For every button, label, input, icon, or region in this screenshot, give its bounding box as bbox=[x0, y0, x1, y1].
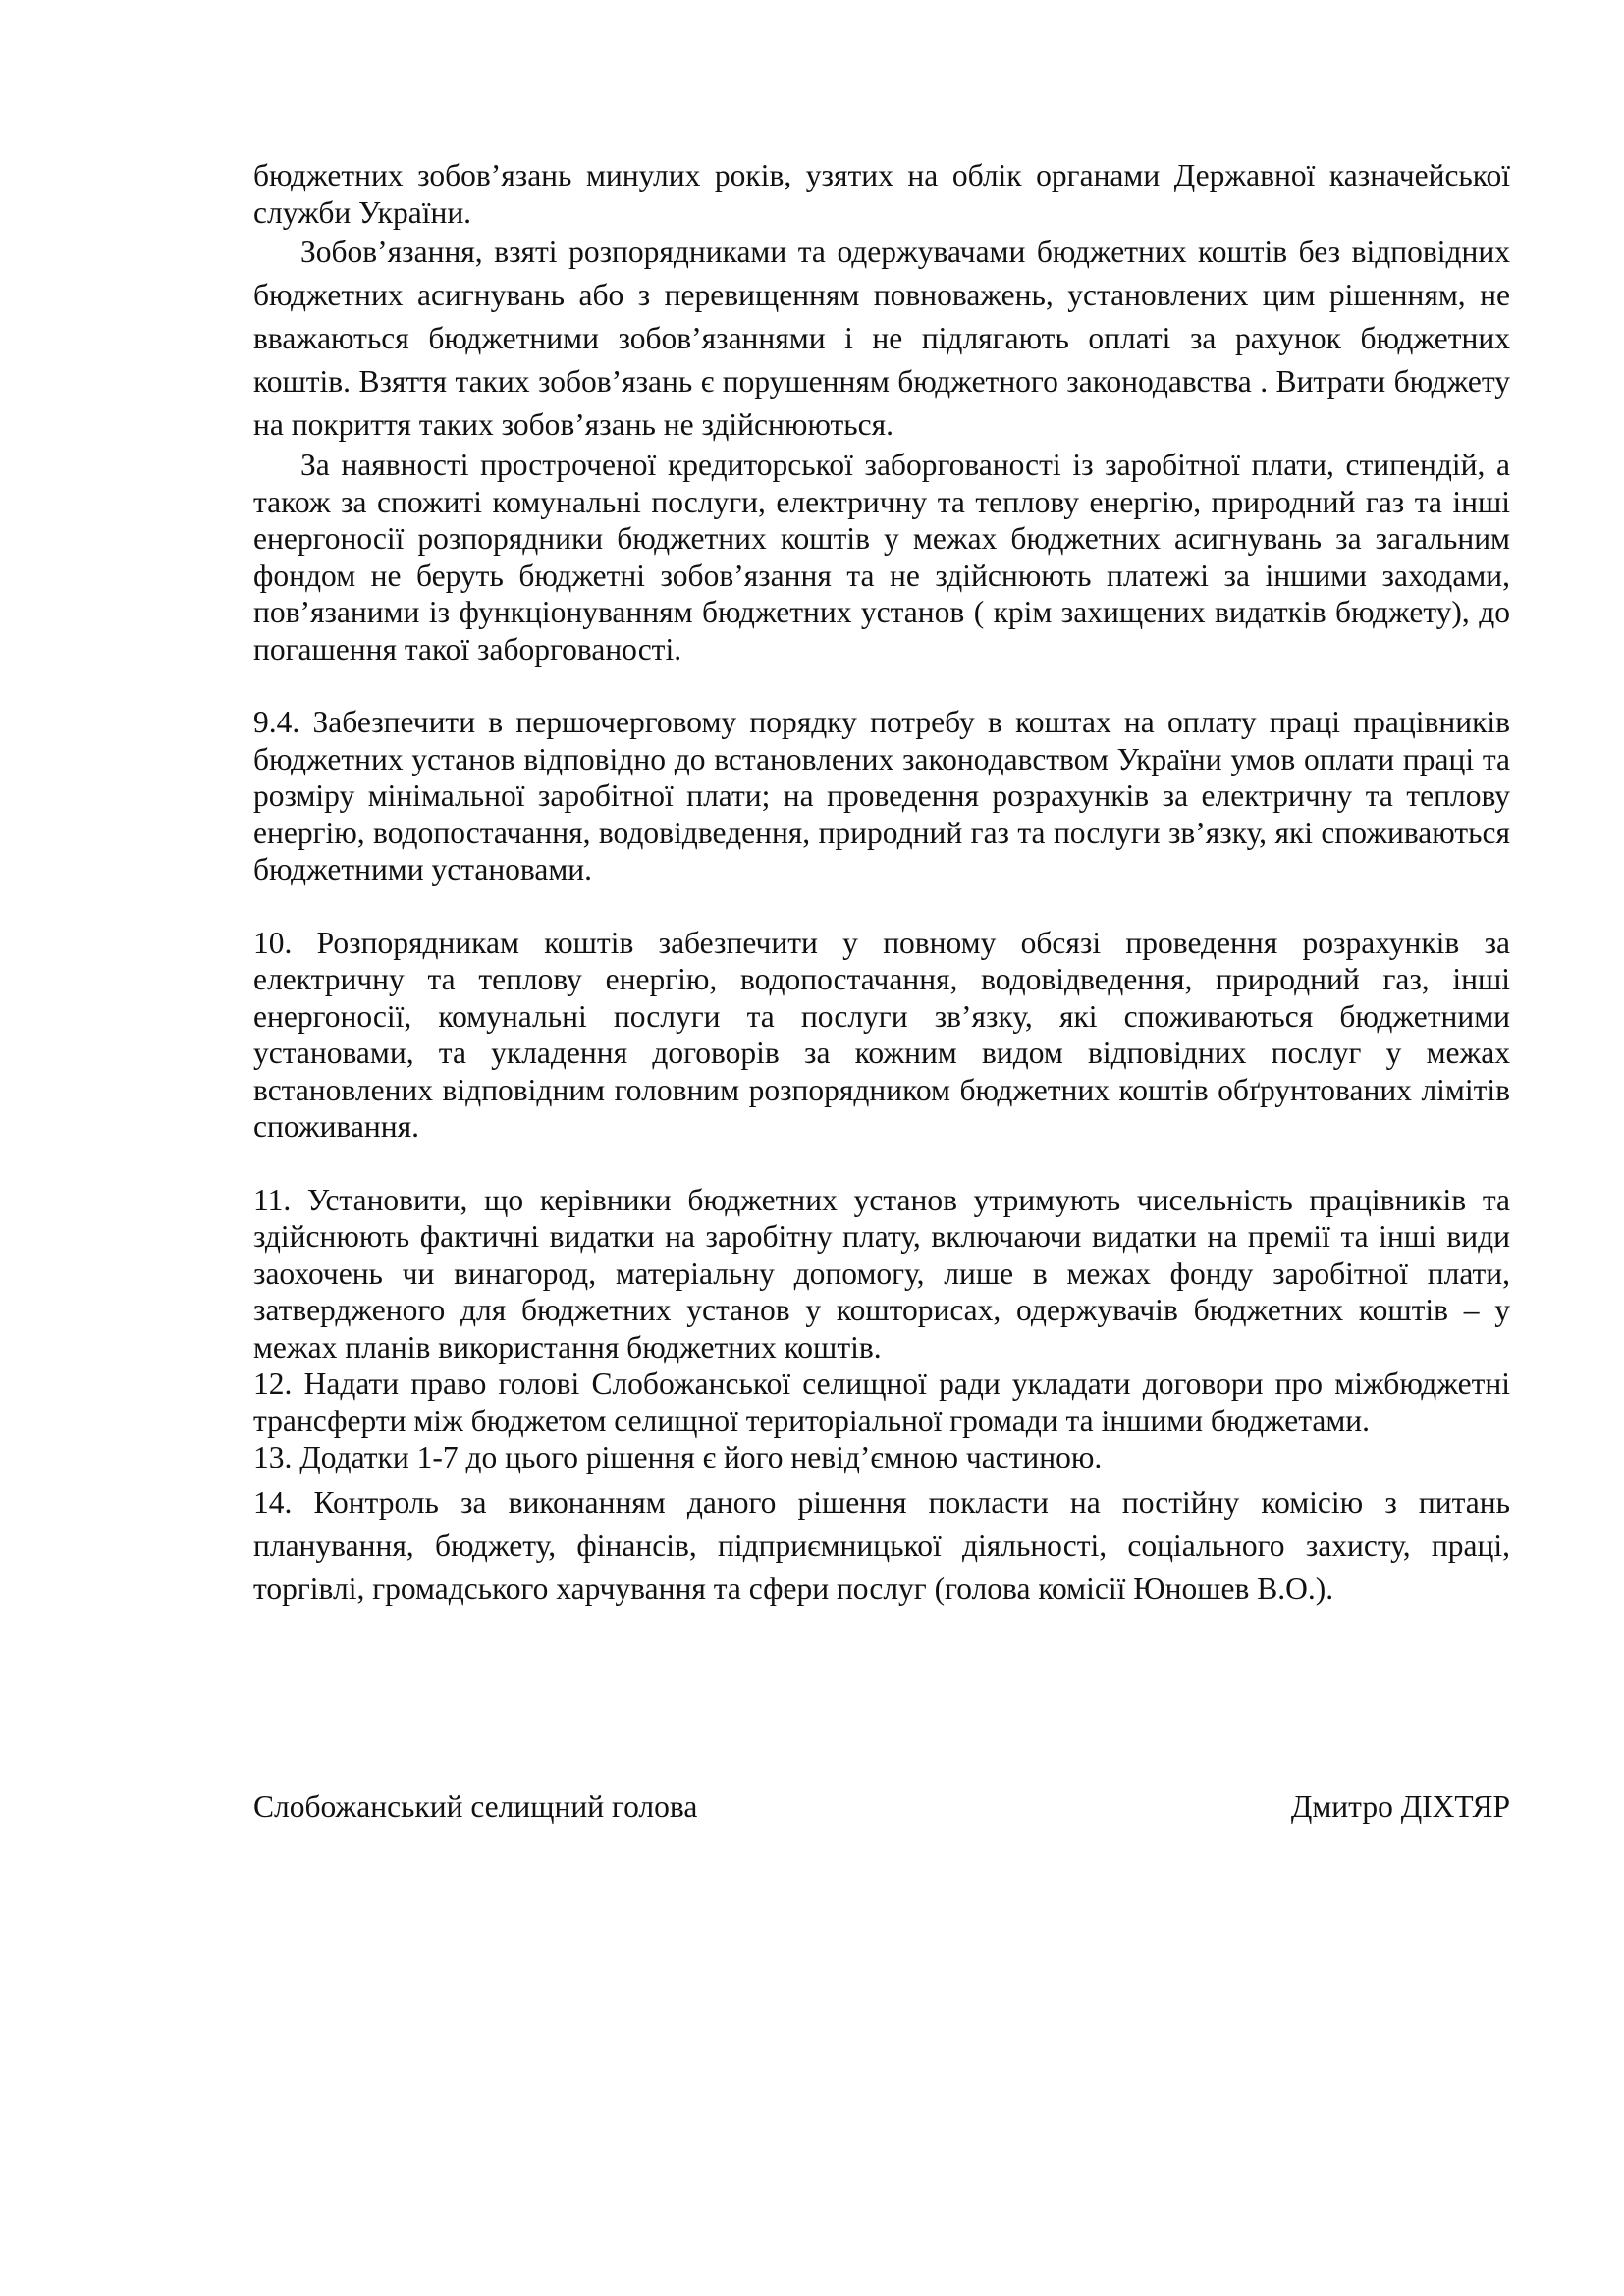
signatory-name: Дмитро ДІХТЯР bbox=[1290, 1789, 1510, 1824]
paragraph-item-10: 10. Розпорядникам коштів забезпечити у повному обсязі проведення розрахунків за електричну та теплову енергію, водопостачання, водовідведення, природний газ, інші енергоносії, комунальні послуги та послуги зв’язку, які споживаються бюджетними установами, та укладення договорів за кожним видом відповідних послуг у межах встановлених відповідним головним розпорядником бюджетних коштів обґрунтованих лімітів споживання. bbox=[253, 925, 1510, 1144]
paragraph-item-13: 13. Додатки 1-7 до цього рішення є його невід’ємною частиною. bbox=[253, 1440, 1103, 1474]
paragraph-item-12: 12. Надати право голові Слобожанської селищної ради укладати договори про міжбюджетні трансферти між бюджетом селищної територіальної громади та іншими бюджетами. bbox=[253, 1366, 1510, 1438]
paragraph-spacer bbox=[253, 888, 1510, 925]
paragraph-item-9-4: 9.4. Забезпечити в першочерговому порядку потребу в коштах на оплату праці працівників бюджетних установ відповідно до встановлених законодавством України умов оплати праці та розміру мінімальної заробітної плати; на проведення розрахунків за електричну та теплову енергію, водопостачання, водовідведення, природний газ та послуги зв’язку, які споживаються бюджетними установами. bbox=[253, 705, 1510, 886]
paragraph-spacer bbox=[253, 667, 1510, 704]
paragraph-spacer bbox=[253, 1146, 1510, 1182]
document-body bbox=[253, 157, 1510, 1611]
paragraph-obligations-without-allocations: Зобов’язання, взяті розпорядниками та одержувачами бюджетних коштів без відповідних бюджетних асигнувань або з перевищенням повноважень, установлених цим рішенням, не вважаються бюджетними зобов’язаннями і не підлягають оплаті за рахунок бюджетних коштів. Взяття таких зобов’язань є порушенням бюджетного законодавства . Витрати бюджету на покриття таких зобов’язань не здійснюються. bbox=[253, 235, 1510, 442]
paragraph-overdue-payables: За наявності простроченої кредиторської заборгованості із заробітної плати, стипендій, а також за спожиті комунальні послуги, електричну та теплову енергію, природний газ та інші енергоносії розпорядники бюджетних коштів у межах бюджетних асигнувань за загальним фондом не беруть бюджетні зобов’язання та не здійснюють платежі за іншими заходами, пов’язаними із функціонуванням бюджетних установ ( крім захищених видатків бюджету), до погашення такої заборгованості. bbox=[253, 448, 1510, 667]
signatory-position: Слобожанський селищний голова bbox=[253, 1789, 698, 1824]
paragraph-item-14: 14. Контроль за виконанням даного рішення покласти на постійну комісію з питань планування, бюджету, фінансів, підприємницької діяльності, соціального захисту, праці, торгівлі, громадського харчування та сфери послуг (голова комісії Юношев В.О.). bbox=[253, 1484, 1510, 1606]
paragraph-item-11: 11. Установити, що керівники бюджетних установ утримують чисельність працівників та здійснюють фактичні видатки на заробітну плату, включаючи видатки на премії та інші види заохочень чи винагород, матеріальну допомогу, лише в межах фонду заробітної плати, затвердженого для бюджетних установ у кошторисах, одержувачів бюджетних коштів – у межах планів використання бюджетних коштів. bbox=[253, 1182, 1510, 1364]
paragraph-budget-obligations-continuation: бюджетних зобов’язань минулих років, узятих на облік органами Державної казначейської служби України. bbox=[253, 158, 1510, 230]
signature-block bbox=[253, 1789, 1510, 1826]
